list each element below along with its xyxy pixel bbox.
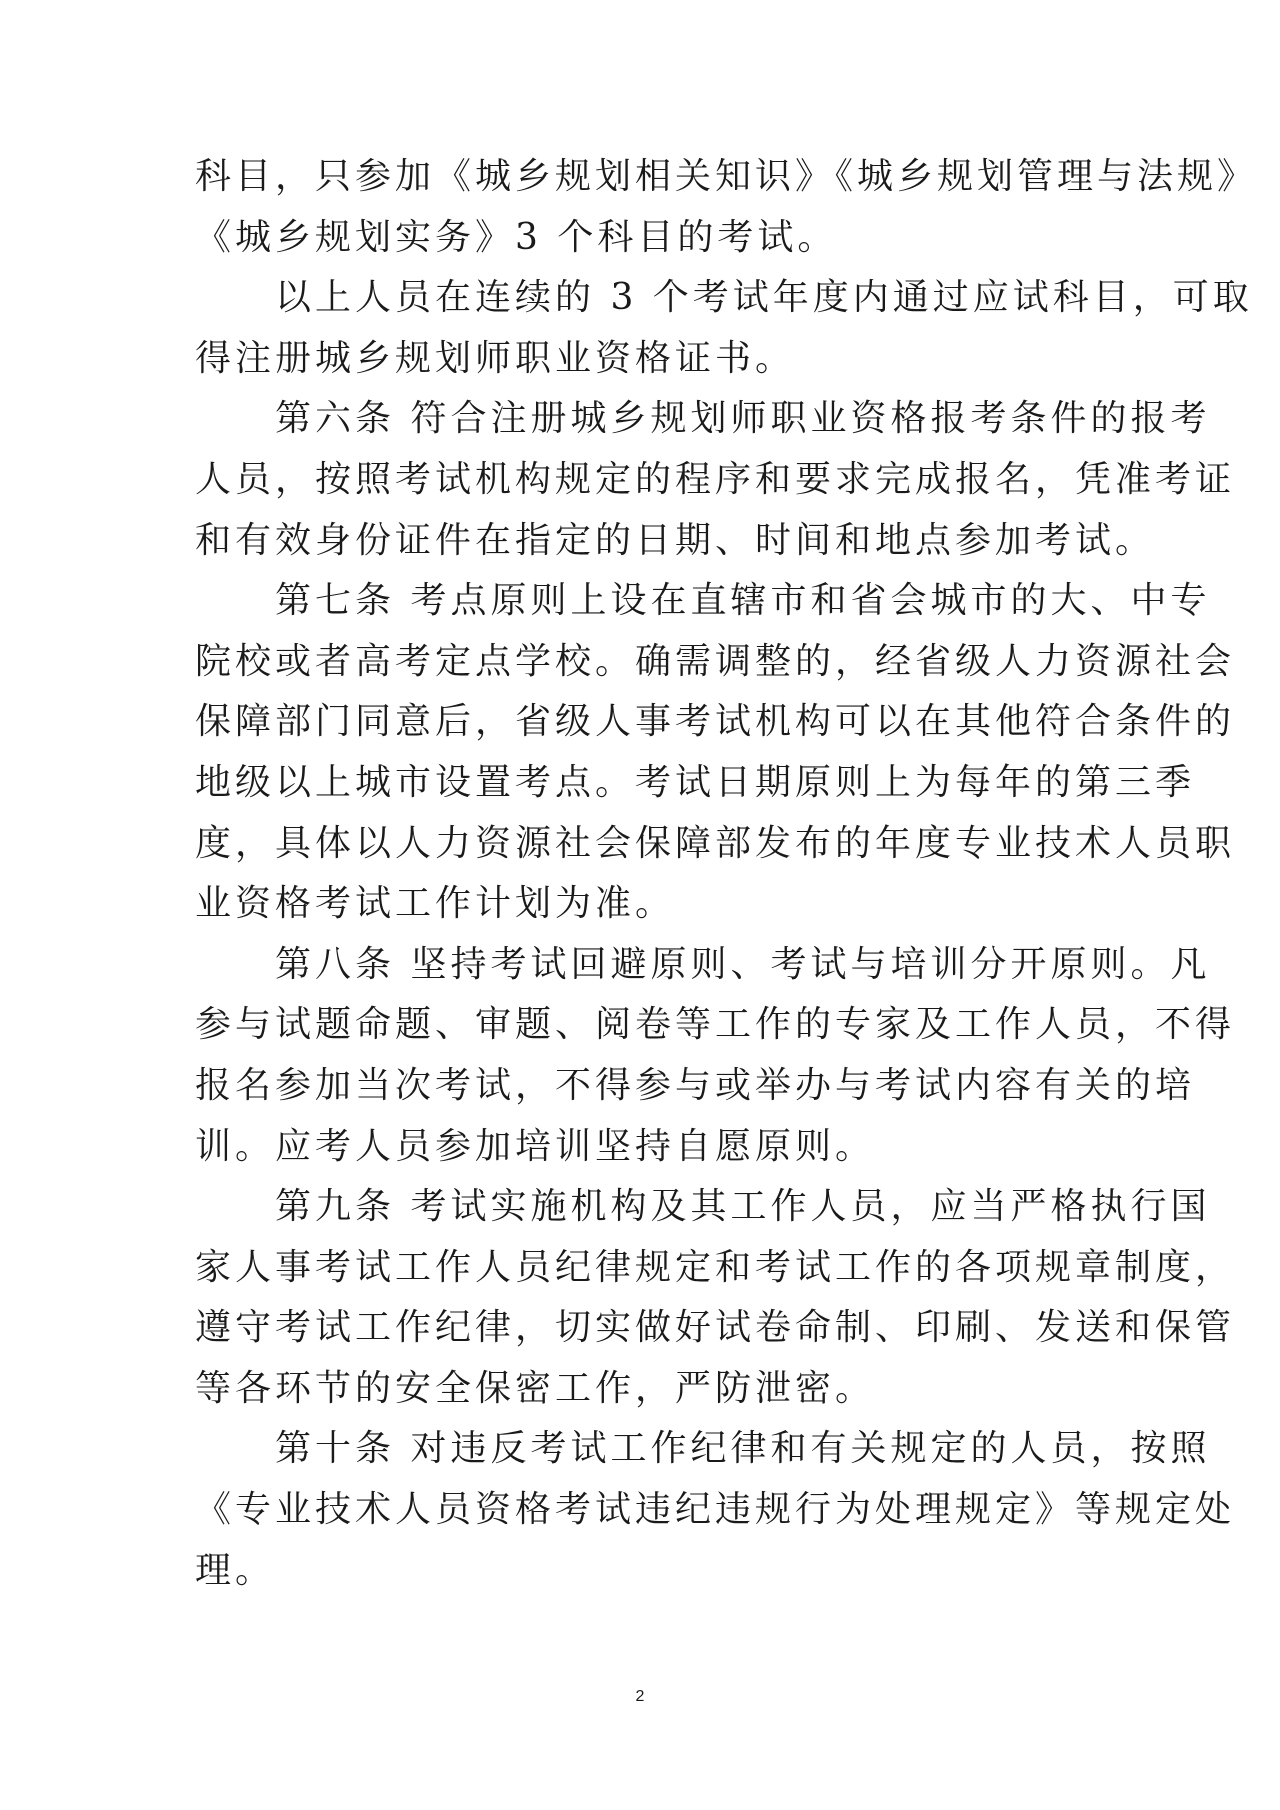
text-line: 地级以上城市设置考点。考试日期原则上为每年的第三季 xyxy=(195,761,1196,803)
text-line: 和有效身份证件在指定的日期、时间和地点参加考试。 xyxy=(195,519,1156,561)
text-line: 遵守考试工作纪律，切实做好试卷命制、印刷、发送和保管 xyxy=(195,1307,1236,1349)
text-line: 得注册城乡规划师职业资格证书。 xyxy=(195,337,796,379)
text-line: 度，具体以人力资源社会保障部发布的年度专业技术人员职 xyxy=(195,822,1236,864)
text-line: 业资格考试工作计划为准。 xyxy=(195,883,676,925)
text-line: 等各环节的安全保密工作，严防泄密。 xyxy=(195,1367,876,1409)
text-line: 人员，按照考试机构规定的程序和要求完成报名，凭准考证 xyxy=(195,458,1236,500)
text-line: 第十条 对违反考试工作纪律和有关规定的人员，按照 xyxy=(195,1428,1211,1470)
text-line: 《城乡规划实务》3 个科目的考试。 xyxy=(195,216,838,258)
text-line: 第七条 考点原则上设在直辖市和省会城市的大、中专 xyxy=(195,580,1211,622)
text-line: 训。应考人员参加培训坚持自愿原则。 xyxy=(195,1125,876,1167)
text-line: 家人事考试工作人员纪律规定和考试工作的各项规章制度， xyxy=(195,1246,1236,1288)
text-line: 第九条 考试实施机构及其工作人员，应当严格执行国 xyxy=(195,1186,1211,1228)
text-line: 第八条 坚持考试回避原则、考试与培训分开原则。凡 xyxy=(195,943,1211,985)
text-line: 保障部门同意后，省级人事考试机构可以在其他符合条件的 xyxy=(195,701,1236,743)
text-line: 院校或者高考定点学校。确需调整的，经省级人力资源社会 xyxy=(195,640,1236,682)
page-number: 2 xyxy=(635,1688,645,1705)
text-line: 参与试题命题、审题、阅卷等工作的专家及工作人员，不得 xyxy=(195,1004,1236,1046)
text-line: 报名参加当次考试，不得参与或举办与考试内容有关的培 xyxy=(195,1064,1196,1106)
text-line: 科目，只参加《城乡规划相关知识》《城乡规划管理与法规》 xyxy=(195,156,1258,197)
body-text xyxy=(195,147,1258,1601)
text-line: 理。 xyxy=(195,1549,276,1591)
text-line: 《专业技术人员资格考试违纪违规行为处理规定》等规定处 xyxy=(195,1489,1236,1531)
text-line: 以上人员在连续的 3 个考试年度内通过应试科目，可取 xyxy=(195,277,1253,319)
text-line: 第六条 符合注册城乡规划师职业资格报考条件的报考 xyxy=(195,398,1211,440)
